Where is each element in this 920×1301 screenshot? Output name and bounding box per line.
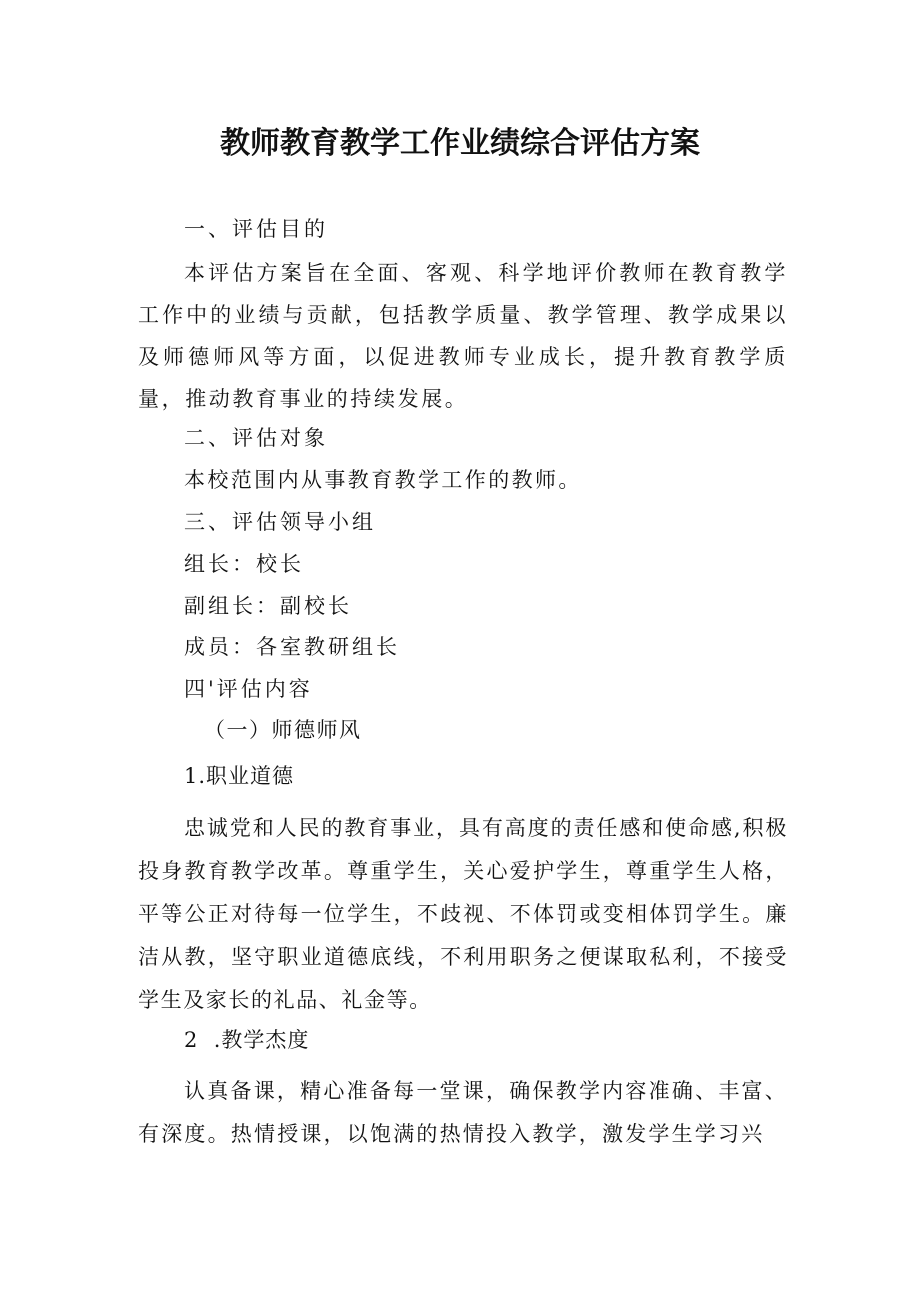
- deputy-group-leader: 副组长：副校长: [184, 594, 352, 618]
- section-2-body: 本校范围内从事教育教学工作的教师。: [184, 468, 582, 492]
- section-1-body: 本评估方案旨在全面、客观、科学地评价教师在教育教学工作中的业绩与贡献，包括教学质量、教学管理、教学成果以及师德师风等方面，以促进教师专业成长，提升教育教学质量，推动教育事业的持续发展。: [138, 261, 788, 411]
- section-1-heading: 一、评估目的: [184, 217, 328, 241]
- item-1-body: 忠诚党和人民的教育事业，具有高度的责任感和使命感,积极投身教育教学改革。尊重学生，关心爱护学生，尊重学生人格，平等公正对待每一位学生，不歧视、不体罚或变相体罚学生。廉洁从教，坚守职业道德底线，不利用职务之便谋取私利，不接受学生及家长的礼品、礼金等。: [138, 816, 788, 1012]
- section-4-heading: 四'评估内容: [184, 677, 313, 701]
- item-2-heading: 2 .教学杰度: [184, 1028, 310, 1052]
- item-1-heading: 1.职业道德: [184, 764, 295, 788]
- item-2-body: 认真备课，精心准备每一堂课，确保教学内容准确、丰富、有深度。热情授课，以饱满的热情投入教学，激发学生学习兴: [138, 1079, 788, 1146]
- group-leader: 组长：校长: [184, 552, 304, 576]
- subsection-1-heading: （一）师德师风: [204, 718, 362, 742]
- section-3-heading: 三、评估领导小组: [184, 510, 376, 534]
- section-2-heading: 二、评估对象: [184, 426, 328, 450]
- document-title: 教师教育教学工作业绩综合评估方案: [220, 126, 700, 161]
- group-members: 成员：各室教研组长: [184, 635, 400, 659]
